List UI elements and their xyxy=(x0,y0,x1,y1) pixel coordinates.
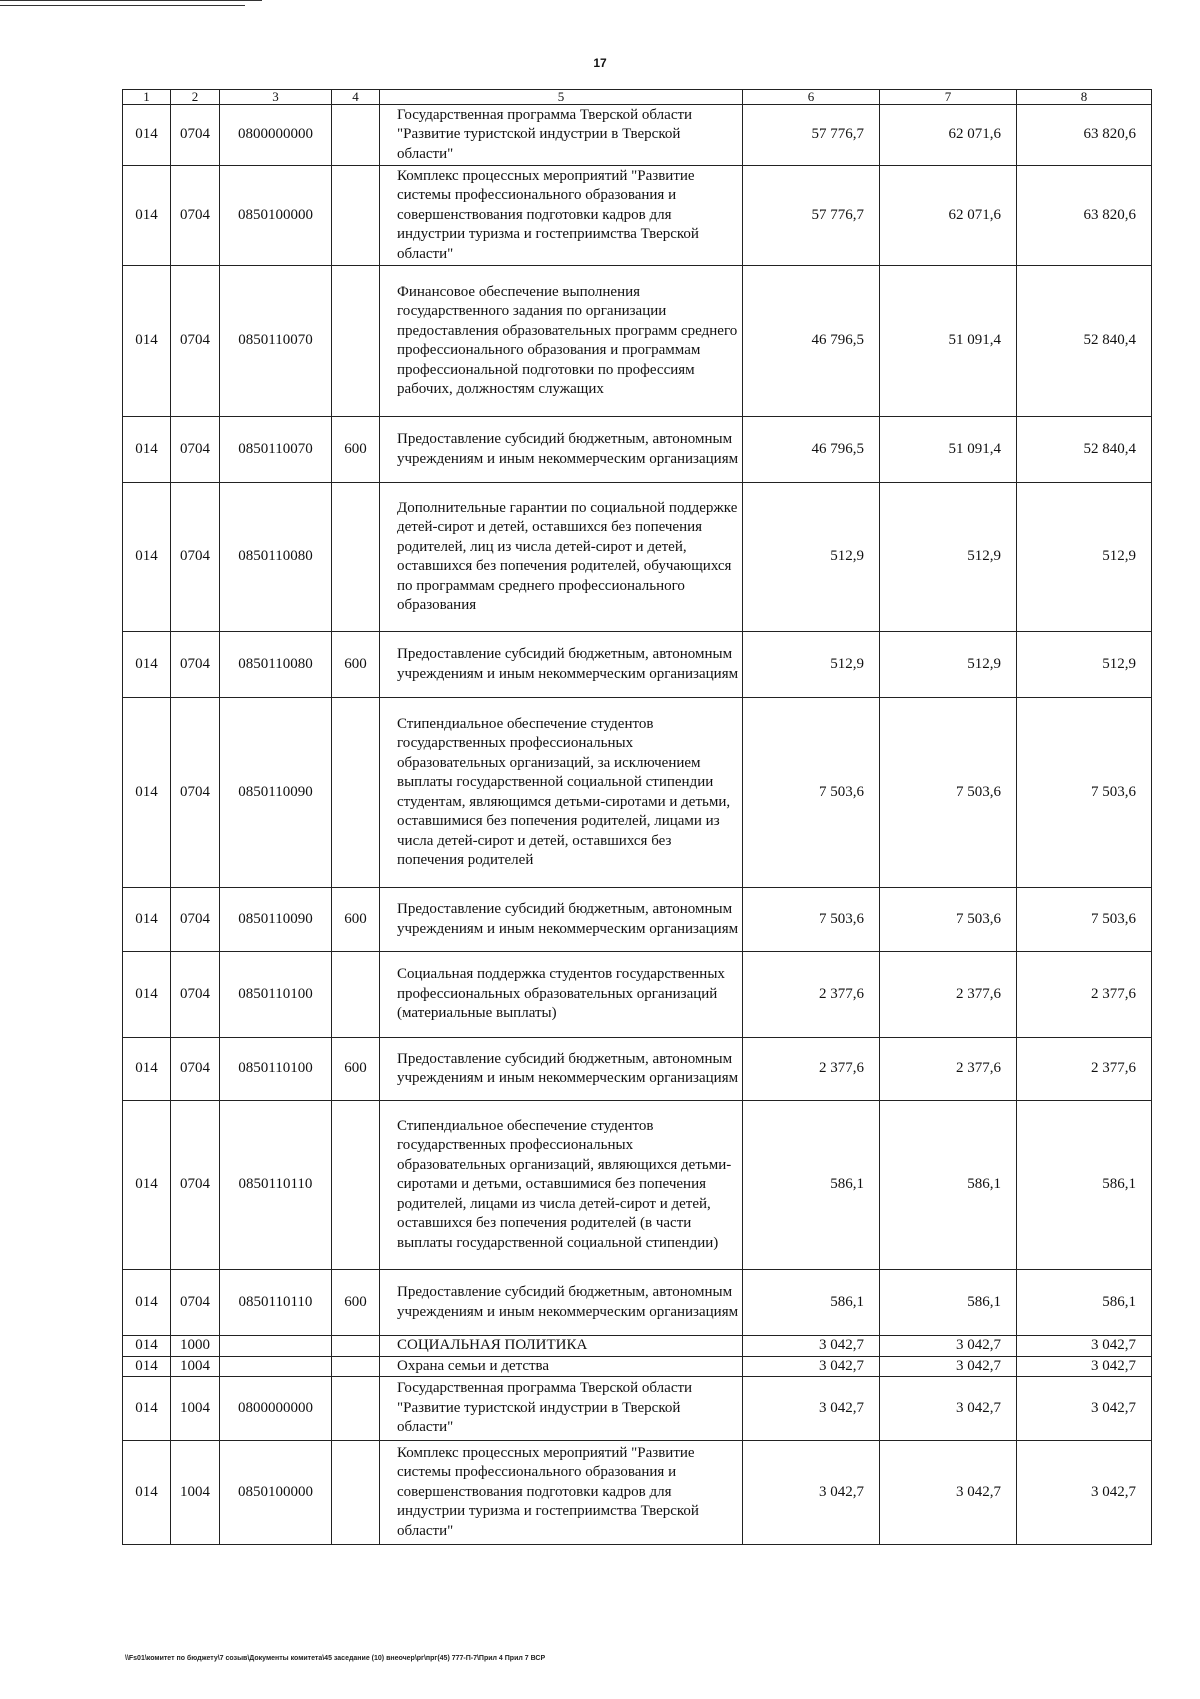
cell-amount-col7: 3 042,7 xyxy=(880,1336,1017,1357)
cell-target-code: 0850110100 xyxy=(220,1038,332,1101)
table-row xyxy=(123,166,1152,266)
table-row xyxy=(123,1356,1152,1377)
cell-expense-type: 600 xyxy=(332,1038,380,1101)
table-header-row xyxy=(123,90,1152,105)
cell-expense-type: 600 xyxy=(332,1270,380,1336)
cell-expense-type xyxy=(332,1356,380,1377)
cell-amount-col6: 46 796,5 xyxy=(743,266,880,417)
cell-target-code: 0850110090 xyxy=(220,698,332,888)
cell-amount-col6: 3 042,7 xyxy=(743,1377,880,1441)
cell-description: Социальная поддержка студентов государственных профессиональных образовательных организаций (материальные выплаты) xyxy=(380,952,743,1038)
cell-description: Предоставление субсидий бюджетным, автономным учреждениям и иным некоммерческим организациям xyxy=(380,632,743,698)
cell-target-code xyxy=(220,1356,332,1377)
cell-section-code: 0704 xyxy=(171,1270,220,1336)
cell-amount-col8: 3 042,7 xyxy=(1017,1377,1152,1441)
cell-amount-col7: 7 503,6 xyxy=(880,888,1017,952)
cell-amount-col8: 512,9 xyxy=(1017,483,1152,632)
col-header-6: 6 xyxy=(743,90,880,105)
cell-description: Государственная программа Тверской области "Развитие туристской индустрии в Тверской области" xyxy=(380,105,743,166)
cell-amount-col7: 586,1 xyxy=(880,1270,1017,1336)
cell-ministry-code: 014 xyxy=(123,888,171,952)
cell-amount-col8: 2 377,6 xyxy=(1017,952,1152,1038)
table-row xyxy=(123,632,1152,698)
col-header-5: 5 xyxy=(380,90,743,105)
cell-amount-col6: 512,9 xyxy=(743,483,880,632)
cell-target-code: 0800000000 xyxy=(220,105,332,166)
cell-description: СОЦИАЛЬНАЯ ПОЛИТИКА xyxy=(380,1336,743,1357)
cell-target-code: 0850110080 xyxy=(220,632,332,698)
cell-amount-col6: 57 776,7 xyxy=(743,105,880,166)
table-row xyxy=(123,888,1152,952)
cell-amount-col8: 3 042,7 xyxy=(1017,1356,1152,1377)
cell-expense-type: 600 xyxy=(332,632,380,698)
cell-ministry-code: 014 xyxy=(123,1270,171,1336)
cell-amount-col8: 586,1 xyxy=(1017,1101,1152,1270)
cell-section-code: 0704 xyxy=(171,266,220,417)
cell-section-code: 1000 xyxy=(171,1336,220,1357)
table-row xyxy=(123,1441,1152,1545)
cell-amount-col6: 3 042,7 xyxy=(743,1441,880,1545)
scan-edge-mark xyxy=(0,5,245,6)
budget-table xyxy=(122,89,1152,1545)
table-row xyxy=(123,105,1152,166)
cell-description: Предоставление субсидий бюджетным, автономным учреждениям и иным некоммерческим организациям xyxy=(380,1038,743,1101)
table-row xyxy=(123,1038,1152,1101)
cell-description: Предоставление субсидий бюджетным, автономным учреждениям и иным некоммерческим организациям xyxy=(380,1270,743,1336)
page-number: 17 xyxy=(593,56,607,70)
cell-amount-col6: 46 796,5 xyxy=(743,417,880,483)
cell-target-code: 0850110080 xyxy=(220,483,332,632)
cell-description: Государственная программа Тверской области "Развитие туристской индустрии в Тверской области" xyxy=(380,1377,743,1441)
cell-description: Финансовое обеспечение выполнения государственного задания по организации предоставления образовательных программ среднего профессионального образования и программам профессиональной подготовки по профессиям рабочих, должностям служащих xyxy=(380,266,743,417)
cell-amount-col6: 7 503,6 xyxy=(743,698,880,888)
cell-ministry-code: 014 xyxy=(123,1336,171,1357)
table-row xyxy=(123,698,1152,888)
col-header-1: 1 xyxy=(123,90,171,105)
cell-expense-type xyxy=(332,952,380,1038)
cell-description: Охрана семьи и детства xyxy=(380,1356,743,1377)
cell-amount-col6: 7 503,6 xyxy=(743,888,880,952)
cell-description: Стипендиальное обеспечение студентов государственных профессиональных образовательных организаций, являющихся детьми-сиротами и детьми, оставшимися без попечения родителей, лицами из числа детей-сирот и детей, оставшихся без попечения родителей (в части выплаты государственной социальной стипендии) xyxy=(380,1101,743,1270)
cell-amount-col6: 3 042,7 xyxy=(743,1336,880,1357)
cell-ministry-code: 014 xyxy=(123,105,171,166)
cell-target-code: 0850110070 xyxy=(220,266,332,417)
cell-amount-col8: 7 503,6 xyxy=(1017,888,1152,952)
col-header-7: 7 xyxy=(880,90,1017,105)
table-row xyxy=(123,483,1152,632)
cell-section-code: 0704 xyxy=(171,888,220,952)
cell-amount-col7: 3 042,7 xyxy=(880,1377,1017,1441)
cell-amount-col6: 2 377,6 xyxy=(743,952,880,1038)
cell-amount-col7: 512,9 xyxy=(880,632,1017,698)
cell-section-code: 0704 xyxy=(171,105,220,166)
cell-amount-col7: 7 503,6 xyxy=(880,698,1017,888)
cell-amount-col6: 2 377,6 xyxy=(743,1038,880,1101)
cell-target-code: 0850110110 xyxy=(220,1270,332,1336)
cell-amount-col8: 586,1 xyxy=(1017,1270,1152,1336)
cell-description: Стипендиальное обеспечение студентов государственных профессиональных образовательных организаций, за исключением выплаты государственной социальной стипендии студентам, являющимся детьми-сиротами и детьми, оставшимися без попечения родителей, лицами из числа детей-сирот и детей, оставшихся без попечения родителей xyxy=(380,698,743,888)
cell-section-code: 0704 xyxy=(171,1038,220,1101)
cell-section-code: 0704 xyxy=(171,166,220,266)
cell-target-code: 0850110090 xyxy=(220,888,332,952)
cell-section-code: 0704 xyxy=(171,952,220,1038)
cell-expense-type xyxy=(332,1336,380,1357)
cell-expense-type xyxy=(332,266,380,417)
cell-amount-col6: 512,9 xyxy=(743,632,880,698)
cell-amount-col8: 63 820,6 xyxy=(1017,166,1152,266)
cell-expense-type xyxy=(332,1441,380,1545)
cell-expense-type xyxy=(332,105,380,166)
cell-description: Дополнительные гарантии по социальной поддержке детей-сирот и детей, оставшихся без попечения родителей, лиц из числа детей-сирот и детей, оставшихся без попечения родителей, обучающихся по программам среднего профессионального образования xyxy=(380,483,743,632)
col-header-2: 2 xyxy=(171,90,220,105)
cell-section-code: 0704 xyxy=(171,483,220,632)
cell-amount-col7: 3 042,7 xyxy=(880,1356,1017,1377)
cell-amount-col7: 3 042,7 xyxy=(880,1441,1017,1545)
table-row xyxy=(123,1101,1152,1270)
cell-amount-col8: 2 377,6 xyxy=(1017,1038,1152,1101)
cell-amount-col6: 586,1 xyxy=(743,1270,880,1336)
cell-ministry-code: 014 xyxy=(123,1441,171,1545)
table-row xyxy=(123,1336,1152,1357)
cell-ministry-code: 014 xyxy=(123,417,171,483)
cell-amount-col7: 51 091,4 xyxy=(880,266,1017,417)
cell-description: Комплекс процессных мероприятий "Развитие системы профессионального образования и совершенствования подготовки кадров для индустрии туризма и гостеприимства Тверской области" xyxy=(380,166,743,266)
cell-expense-type xyxy=(332,1101,380,1270)
cell-section-code: 0704 xyxy=(171,1101,220,1270)
cell-ministry-code: 014 xyxy=(123,698,171,888)
cell-target-code: 0850100000 xyxy=(220,166,332,266)
cell-amount-col8: 52 840,4 xyxy=(1017,417,1152,483)
table-row xyxy=(123,266,1152,417)
cell-amount-col7: 586,1 xyxy=(880,1101,1017,1270)
cell-amount-col8: 512,9 xyxy=(1017,632,1152,698)
cell-amount-col6: 3 042,7 xyxy=(743,1356,880,1377)
cell-ministry-code: 014 xyxy=(123,1038,171,1101)
cell-expense-type xyxy=(332,698,380,888)
cell-target-code: 0850100000 xyxy=(220,1441,332,1545)
cell-target-code xyxy=(220,1336,332,1357)
cell-amount-col8: 3 042,7 xyxy=(1017,1336,1152,1357)
cell-expense-type xyxy=(332,166,380,266)
cell-amount-col6: 586,1 xyxy=(743,1101,880,1270)
cell-ministry-code: 014 xyxy=(123,166,171,266)
cell-description: Предоставление субсидий бюджетным, автономным учреждениям и иным некоммерческим организациям xyxy=(380,888,743,952)
cell-amount-col7: 62 071,6 xyxy=(880,105,1017,166)
cell-target-code: 0850110100 xyxy=(220,952,332,1038)
col-header-3: 3 xyxy=(220,90,332,105)
cell-ministry-code: 014 xyxy=(123,1356,171,1377)
cell-target-code: 0850110110 xyxy=(220,1101,332,1270)
cell-section-code: 0704 xyxy=(171,698,220,888)
cell-amount-col6: 57 776,7 xyxy=(743,166,880,266)
table-row xyxy=(123,952,1152,1038)
cell-amount-col7: 51 091,4 xyxy=(880,417,1017,483)
cell-amount-col8: 7 503,6 xyxy=(1017,698,1152,888)
cell-ministry-code: 014 xyxy=(123,483,171,632)
cell-section-code: 0704 xyxy=(171,632,220,698)
cell-ministry-code: 014 xyxy=(123,1377,171,1441)
cell-expense-type xyxy=(332,483,380,632)
table-row xyxy=(123,1270,1152,1336)
cell-section-code: 1004 xyxy=(171,1377,220,1441)
table-row xyxy=(123,417,1152,483)
cell-target-code: 0800000000 xyxy=(220,1377,332,1441)
footer-file-path: \\Fs01\комитет по бюджету\7 созыв\Документы комитета\45 заседание (10) внеочер\рг\прг(45) 777-П-7\Прил 4 Прил 7 ВСР xyxy=(125,1655,546,1662)
cell-expense-type xyxy=(332,1377,380,1441)
col-header-8: 8 xyxy=(1017,90,1152,105)
cell-amount-col8: 3 042,7 xyxy=(1017,1441,1152,1545)
table-row xyxy=(123,1377,1152,1441)
cell-ministry-code: 014 xyxy=(123,266,171,417)
cell-amount-col7: 62 071,6 xyxy=(880,166,1017,266)
cell-section-code: 1004 xyxy=(171,1356,220,1377)
cell-amount-col7: 2 377,6 xyxy=(880,1038,1017,1101)
col-header-4: 4 xyxy=(332,90,380,105)
cell-expense-type: 600 xyxy=(332,888,380,952)
cell-amount-col8: 63 820,6 xyxy=(1017,105,1152,166)
cell-ministry-code: 014 xyxy=(123,952,171,1038)
cell-ministry-code: 014 xyxy=(123,632,171,698)
cell-expense-type: 600 xyxy=(332,417,380,483)
cell-description: Предоставление субсидий бюджетным, автономным учреждениям и иным некоммерческим организациям xyxy=(380,417,743,483)
cell-section-code: 1004 xyxy=(171,1441,220,1545)
cell-ministry-code: 014 xyxy=(123,1101,171,1270)
cell-amount-col7: 2 377,6 xyxy=(880,952,1017,1038)
cell-amount-col7: 512,9 xyxy=(880,483,1017,632)
cell-section-code: 0704 xyxy=(171,417,220,483)
cell-amount-col8: 52 840,4 xyxy=(1017,266,1152,417)
cell-description: Комплекс процессных мероприятий "Развитие системы профессионального образования и совершенствования подготовки кадров для индустрии туризма и гостеприимства Тверской области" xyxy=(380,1441,743,1545)
scan-edge-mark xyxy=(0,0,262,1)
cell-target-code: 0850110070 xyxy=(220,417,332,483)
